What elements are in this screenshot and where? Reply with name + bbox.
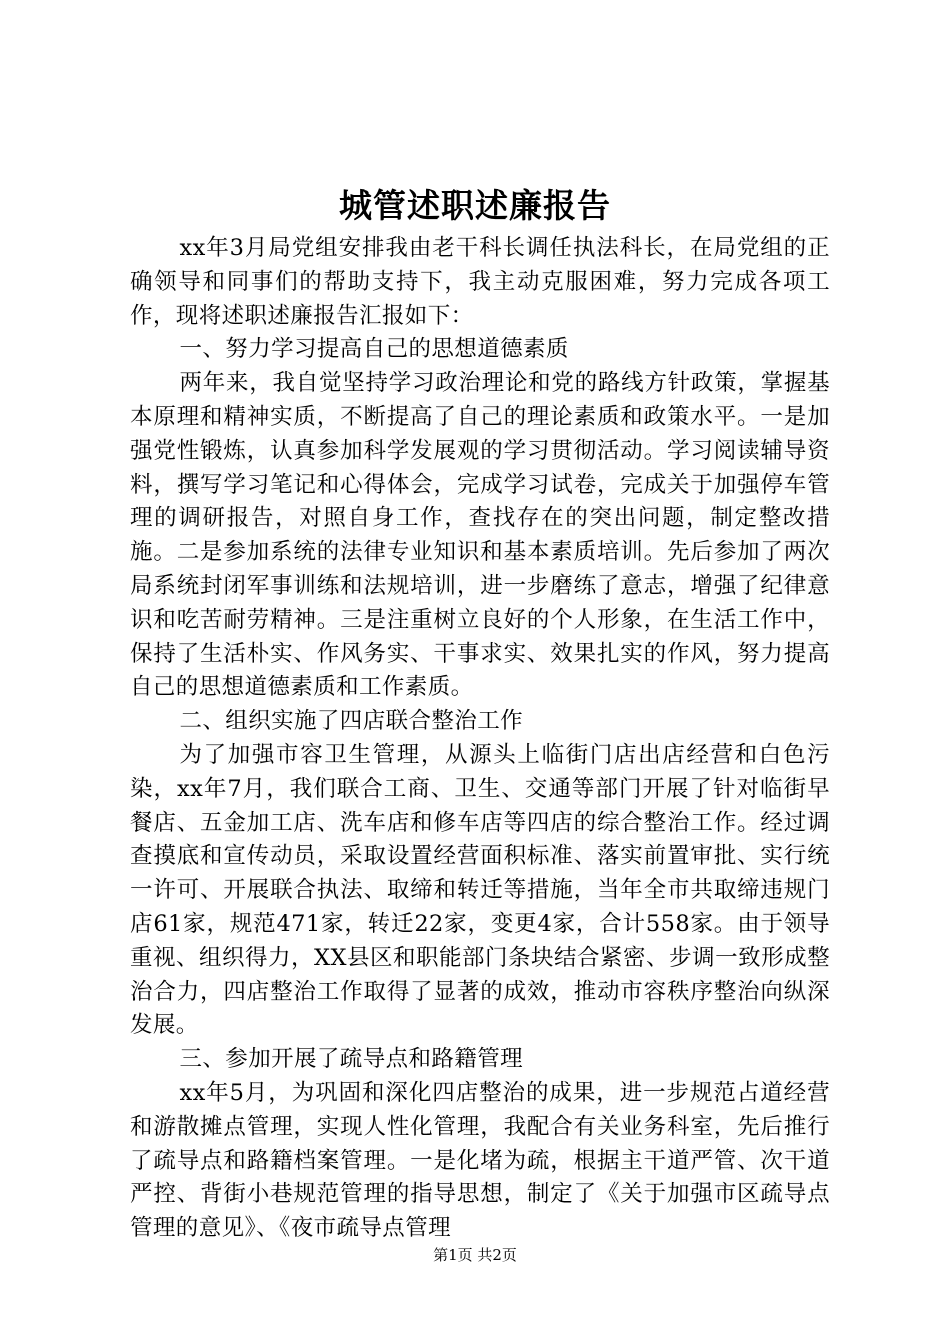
page-number-footer: 第1页 共2页 xyxy=(433,1246,517,1264)
paragraph-section-1: 两年来，我自觉坚持学习政治理论和党的路线方针政策，掌握基本原理和精神实质，不断提高了自己的理论素质和政策水平。一是加强党性锻炼，认真参加科学发展观的学习贯彻活动。学习阅读辅导资料，撰写学习笔记和心得体会，完成学习试卷，完成关于加强停车管理的调研报告，对照自身工作，查找存在的突出问题，制定整改措施。二是参加系统的法律专业知识和基本素质培训。先后参加了两次局系统封闭军事训练和法规培训，进一步磨练了意志，增强了纪律意识和吃苦耐劳精神。三是注重树立良好的个人形象，在生活工作中，保持了生活朴实、作风务实、干事求实、效果扎实的作风，努力提高自己的思想道德素质和工作素质。 xyxy=(130,370,830,701)
section-heading-3: 三、参加开展了疏导点和路籍管理 xyxy=(179,1046,524,1073)
paragraph-intro: xx年3月局党组安排我由老干科长调任执法科长，在局党组的正确领导和同事们的帮助支持下，我主动克服困难，努力完成各项工作，现将述职述廉报告汇报如下： xyxy=(130,235,830,329)
document-body xyxy=(130,232,830,1246)
document-title: 城管述职述廉报告 xyxy=(339,186,611,225)
section-heading-1: 一、努力学习提高自己的思想道德素质 xyxy=(179,336,569,363)
paragraph-section-2: 为了加强市容卫生管理，从源头上临街门店出店经营和白色污染，xx年7月，我们联合工商、卫生、交通等部门开展了针对临街早餐店、五金加工店、洗车店和修车店等四店的综合整治工作。经过调查摸底和宣传动员，采取设置经营面积标准、落实前置审批、实行统一许可、开展联合执法、取缔和转迁等措施，当年全市共取缔违规门店61家，规范471家，转迁22家，变更4家，合计558家。由于领导重视、组织得力，XX县区和职能部门条块结合紧密、步调一致形成整治合力，四店整治工作取得了显著的成效，推动市容秩序整治向纵深发展。 xyxy=(130,741,830,1039)
section-heading-2: 二、组织实施了四店联合整治工作 xyxy=(179,708,524,735)
paragraph-section-3: xx年5月，为巩固和深化四店整治的成果，进一步规范占道经营和游散摊点管理，实现人性化管理，我配合有关业务科室，先后推行了疏导点和路籍档案管理。一是化堵为疏，根据主干道严管、次干道严控、背街小巷规范管理的指导思想，制定了《关于加强市区疏导点管理的意见》、《夜市疏导点管理 xyxy=(130,1079,830,1242)
